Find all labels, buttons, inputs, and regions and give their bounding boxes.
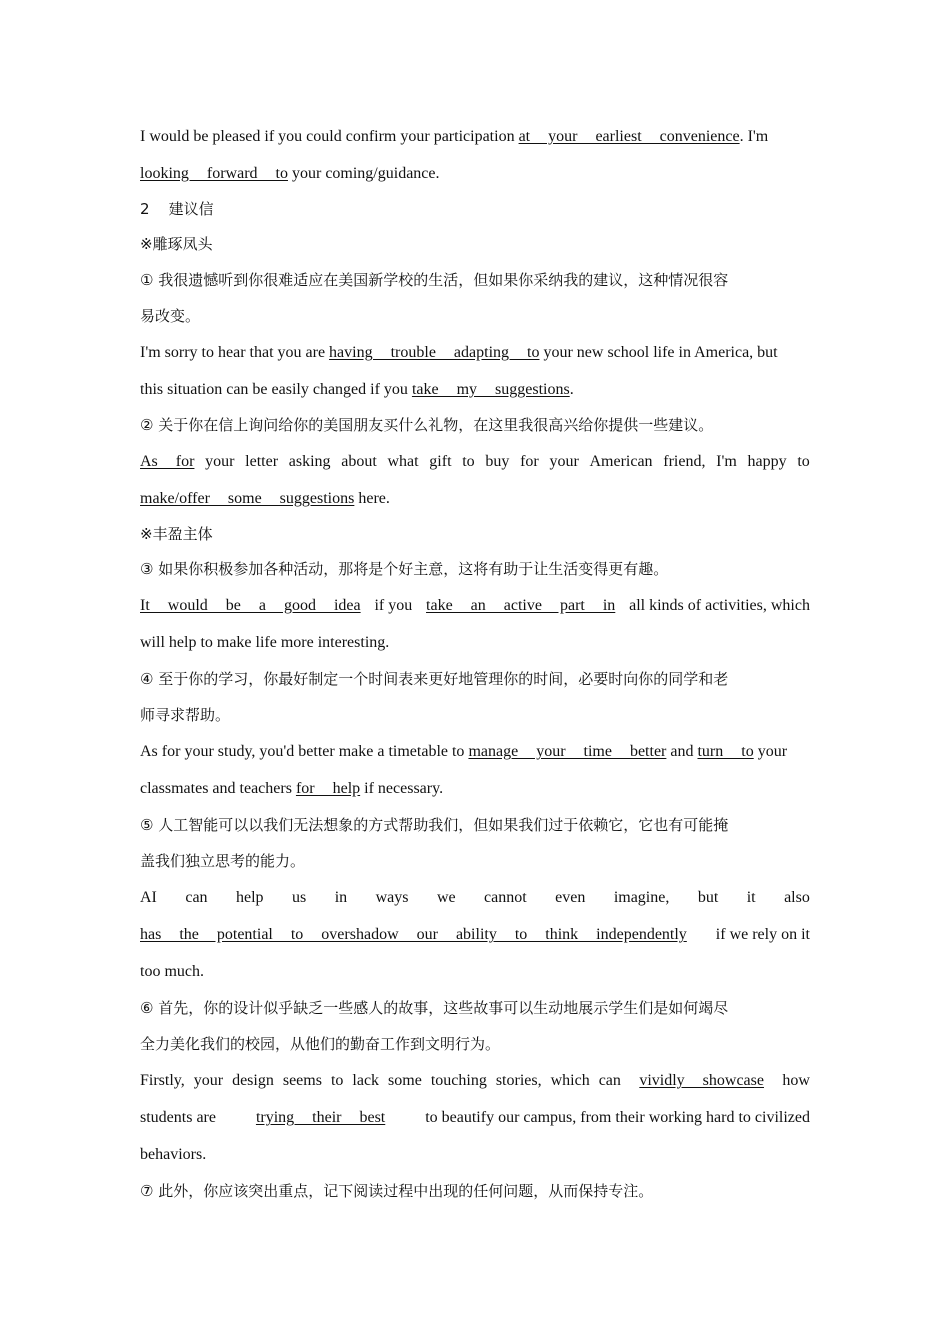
english-sentence: classmates and teachers for help if necessary. [140,780,444,797]
english-sentence: this situation can be easily changed if you take my suggestions. [140,381,574,398]
filled-blank: at your earliest convenience [518,128,740,145]
filled-blank: has the potential to overshadow our ability to think independently [140,926,687,943]
english-sentence: will help to make life more interesting. [140,634,390,651]
chinese-sentence: ⑥ 首先，你的设计似乎缺乏一些感人的故事，这些故事可以生动地展示学生们是如何竭尽 [140,999,729,1017]
section-heading: 2 建议信 [140,200,214,218]
english-sentence: make/offer some suggestions here. [140,490,390,507]
subsection-heading: ※雕琢凤头 [140,235,213,253]
english-sentence: has the potential to overshadow our ability to think independently if we rely on it [140,916,810,953]
english-sentence: As for your study, you'd better make a timetable to manage your time better and turn to your [140,743,788,760]
filled-blank: manage your time better [468,743,667,760]
chinese-sentence: ⑦ 此外，你应该突出重点，记下阅读过程中出现的任何问题，从而保持专注。 [140,1182,654,1200]
english-sentence: I'm sorry to hear that you are having trouble adapting to your new school life in America, but [140,344,778,361]
filled-blank: take my suggestions [411,381,570,398]
english-sentence: Firstly, your design seems to lack some touching stories, which can vividly showcase how [140,1062,810,1099]
english-sentence: too much. [140,963,204,980]
chinese-sentence: 全力美化我们的校园，从他们的勤奋工作到文明行为。 [140,1035,501,1053]
document-page [140,118,810,1209]
chinese-sentence: ④ 至于你的学习，你最好制定一个时间表来更好地管理你的时间，必要时向你的同学和老 [140,670,729,688]
filled-blank: As for [140,453,195,470]
english-sentence: As for your letter asking about what gift to buy for your American friend, I'm happy to [140,443,810,480]
filled-blank: turn to [697,743,754,760]
english-sentence: students are trying their best to beautify our campus, from their working hard to civilized [140,1099,810,1136]
filled-blank: vividly showcase [639,1072,764,1089]
filled-blank: looking forward to [140,165,288,182]
filled-blank: for help [295,780,361,797]
chinese-sentence: ② 关于你在信上询问给你的美国朋友买什么礼物，在这里我很高兴给你提供一些建议。 [140,416,714,434]
chinese-sentence: ⑤ 人工智能可以以我们无法想象的方式帮助我们，但如果我们过于依赖它，它也有可能掩 [140,816,729,834]
filled-blank: It would be a good idea [140,597,361,614]
chinese-sentence: 易改变。 [140,307,201,325]
english-sentence: AI can help us in ways we cannot even imagine, but it also [140,889,810,906]
english-sentence: It would be a good idea if you take an active part in all kinds of activities, which [140,587,810,624]
english-sentence: behaviors. [140,1146,207,1163]
chinese-sentence: ③ 如果你积极参加各种活动，那将是个好主意，这将有助于让生活变得更有趣。 [140,560,669,578]
chinese-sentence: ① 我很遗憾听到你很难适应在美国新学校的生活，但如果你采纳我的建议，这种情况很容 [140,271,729,289]
filled-blank: make/offer some suggestions [140,490,355,507]
chinese-sentence: 师寻求帮助。 [140,706,231,724]
filled-blank: having trouble adapting to [329,344,540,361]
paragraph-line: I would be pleased if you could confirm your participation at your earliest convenience. I'm [140,128,769,145]
chinese-sentence: 盖我们独立思考的能力。 [140,852,306,870]
paragraph-line: looking forward to your coming/guidance. [140,165,440,182]
filled-blank: take an active part in [426,597,616,614]
filled-blank: trying their best [255,1109,386,1126]
subsection-heading: ※丰盈主体 [140,525,213,543]
